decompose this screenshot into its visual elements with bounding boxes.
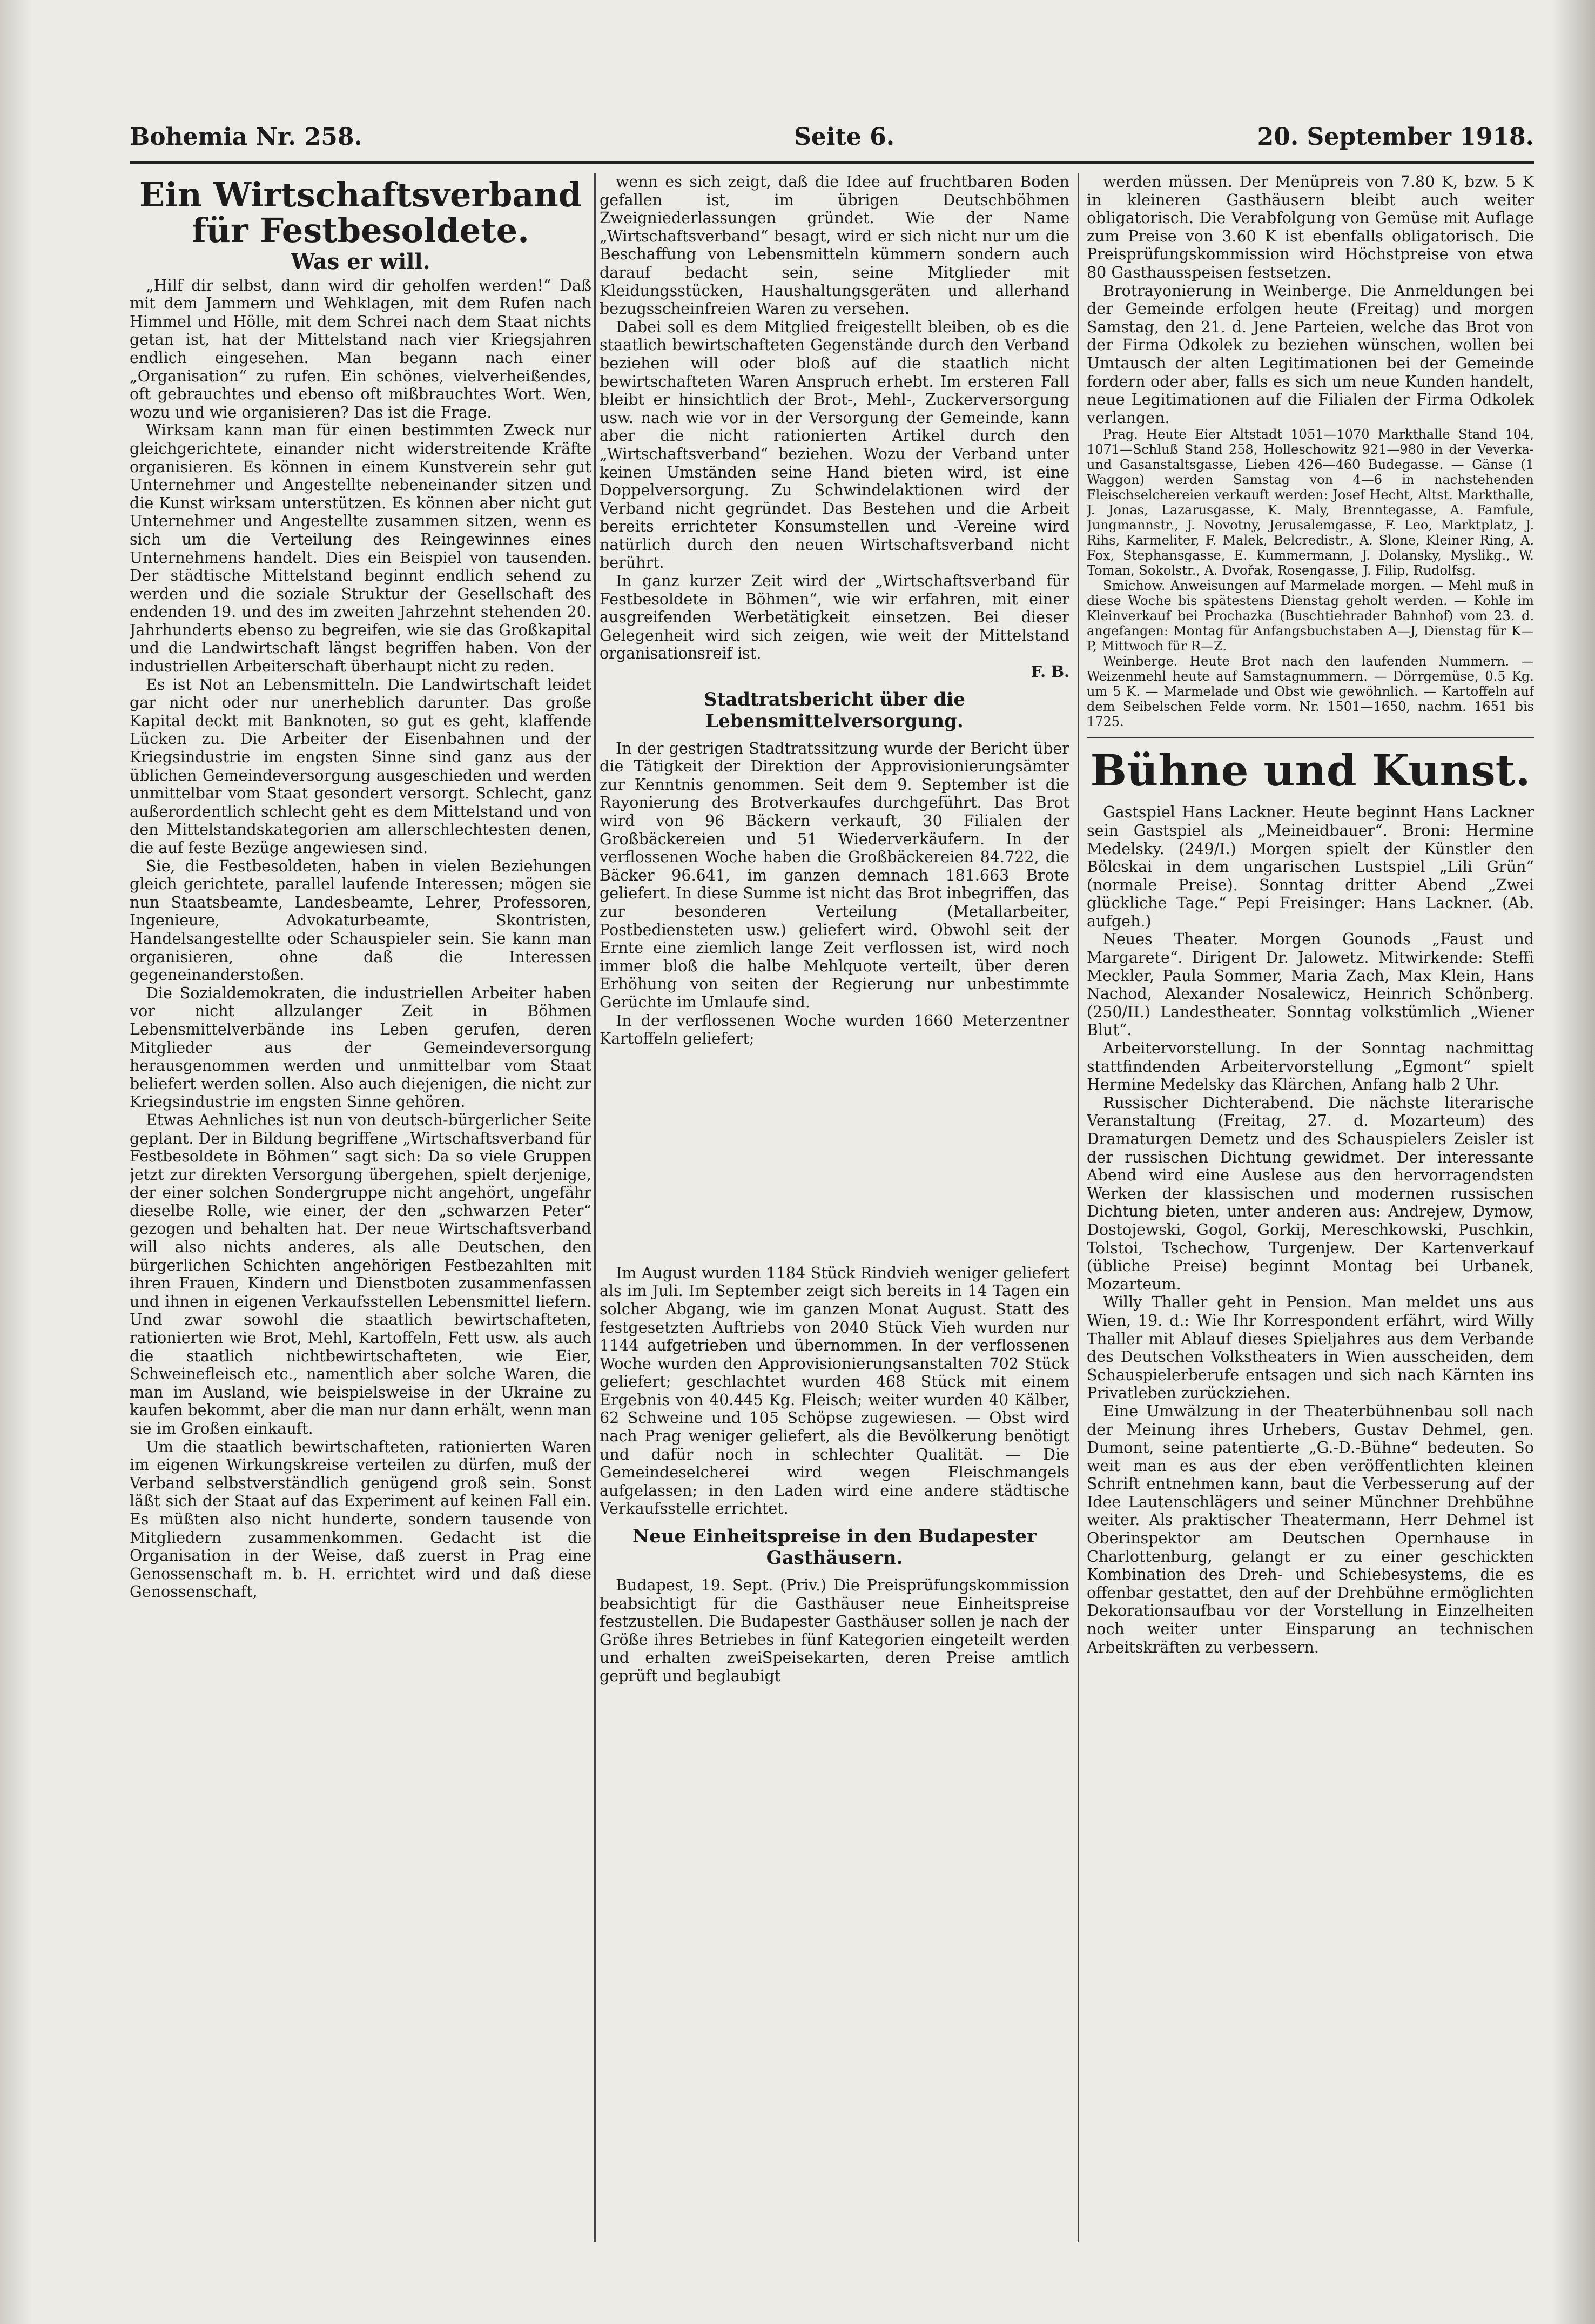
scan-edge-left bbox=[0, 0, 32, 2324]
paragraph: Neues Theater. Morgen Gounods „Faust und Margarete“. Dirigent Dr. Jalowetz. Mitwirkende: Steffi Meckler, Paula Sommer, Maria Zach, Max Klein, Hans Nachod, Alexander Nosalewicz, Heinrich Schönberg. (250/II.) Landestheater. Sonntag volkstümlich „Wiener Blut“. bbox=[1087, 930, 1534, 1039]
paragraph: Eine Umwälzung in der Theaterbühnenbau soll nach der Meinung ihres Urhebers, Gustav Dehmel, gen. Dumont, seine patentierte „G.-D.-Bühne“ bedeuten. So weit man es aus der eben veröffentlichten kleinen Schrift entnehmen kann, baut die Verbesserung auf der Idee Lautenschlägers und seiner Münchner Drehbühne weiter. Als praktischer Theatermann, Herr Dehmel ist Oberinspektor am Deutschen Opernhause in Charlottenburg, gelangt er zu einer geschickten Kombination des Dreh- und Schiebesystems, die es offenbar gestattet, den auf der Drehbühne ermöglichten Dekorationsaufbau vor der Vorstellung in Einzelheiten noch weiter unter Einsparung an technischen Arbeitskräften zu verbessern. bbox=[1087, 1402, 1534, 1656]
header-issue: Bohemia Nr. 258. bbox=[130, 123, 362, 151]
scan-edge-right bbox=[1552, 0, 1595, 2324]
column-1 bbox=[130, 173, 591, 2269]
header-date: 20. September 1918. bbox=[1257, 123, 1534, 151]
paragraph: Die Sozialdemokraten, die industriellen Arbeiter haben vor nicht allzulanger Zeit in Böhmen Lebensmittelverbände ins Leben gerufen, deren Mitglieder aus der Gemeindeversorgung herausgenommen werden und unmittelbar vom Staat beliefert werden sollen. Also auch diejenigen, die nicht zur Kriegsindustrie im engsten Sinne gehören. bbox=[130, 984, 591, 1111]
paragraph: Budapest, 19. Sept. (Priv.) Die Preisprüfungskommission beabsichtigt für die Gasthäuser neue Einheitspreise festzustellen. Die Budapester Gasthäuser sollen je nach der Größe ihres Betriebes in fünf Kategorien eingeteilt werden und erhalten zweiSpeisekarten, deren Preise amtlich geprüft und beglaubigt bbox=[600, 1576, 1069, 1685]
paragraph: „Hilf dir selbst, dann wird dir geholfen werden!“ Daß mit dem Jammern und Wehklagen, mit dem Rufen nach Himmel und Hölle, mit dem Schrei nach dem Staat nichts getan ist, hat der Mittelstand nach vier Kriegsjahren endlich eingesehen. Man begann nach einer „Organisation“ zu rufen. Ein schönes, vielverheißendes, oft gebrauchtes und ebenso oft mißbrauchtes Wort. Wen, wozu und wie organisieren? Das ist die Frage. bbox=[130, 276, 591, 421]
page-header bbox=[130, 123, 1534, 161]
paragraph: Arbeitervorstellung. In der Sonntag nachmittag stattfindenden Arbeitervorstellung „Egmont“ spielt Hermine Medelsky das Klärchen, Anfang halb 2 Uhr. bbox=[1087, 1039, 1534, 1094]
column-divider bbox=[1078, 173, 1079, 2242]
paragraph: Um die staatlich bewirtschafteten, rationierten Waren im eigenen Wirkungskreise verteilen zu dürfen, muß der Verband selbstverständlich genügend groß sein. Sonst läßt sich der Staat auf das Experiment auf keinen Fall ein. Es müßten also nicht hunderte, sondern tausende von Mitgliedern zusammenkommen. Gedacht ist die Organisation in der Weise, daß zuerst in Prag eine Genossenschaft m. b. H. errichtet wird und daß diese Genossenschaft, bbox=[130, 1438, 591, 1601]
censored-gap bbox=[600, 1048, 1069, 1264]
column-2 bbox=[600, 173, 1069, 2269]
section-title: Stadtratsbericht über die Lebensmittelversorgung. bbox=[704, 688, 965, 732]
column-3 bbox=[1087, 173, 1534, 2269]
paragraph: Gastspiel Hans Lackner. Heute beginnt Hans Lackner sein Gastspiel als „Meineidbauer“. Broni: Hermine Medelsky. (249/I.) Morgen spielt der Künstler den Bölcskai in dem ungarischen Lustspiel „Lili Grün“ (normale Preise). Sonntag dritter Abend „Zwei glückliche Tage.“ Pepi Freisinger: Hans Lackner. (Ab. aufgeh.) bbox=[1087, 803, 1534, 930]
paragraph: Es ist Not an Lebensmitteln. Die Landwirtschaft leidet gar nicht oder nur unerheblich darunter. Das große Kapital deckt mit Banknoten, so gut es geht, klaffende Lücken zu. Die Arbeiter der Eisenbahnen und der Kriegsindustrie im engsten Sinne sind ganz aus der üblichen Gemeindeversorgung ausgeschieden und werden unmittelbar vom Staat gesondert versorgt. Schlecht, ganz außerordentlich schlecht geht es dem Mittelstand und von den Mittelstandskategorien am allerschlechtesten denen, die auf feste Bezüge angewiesen sind. bbox=[130, 675, 591, 857]
paragraph: Dabei soll es dem Mitglied freigestellt bleiben, ob es die staatlich bewirtschafteten Gegenstände durch den Verband beziehen will oder bloß auf die staatlich nicht bewirtschafteten Waren Anspruch erhebt. Im ersteren Fall bleibt er hinsichtlich der Brot-, Mehl-, Zuckerversorgung usw. nach wie vor in der Versorgung der Gemeinde, kann aber die nicht rationierten Artikel durch den „Wirtschaftsverband“ beziehen. Wozu der Verband unter keinen Umständen seine Hand bieten wird, ist eine Doppelversorgung. Zu Schwindelaktionen wird der Verband nicht gegründet. Das Bestehen und die Arbeit bereits errichteter Konsumstellen und -Vereine wird natürlich durch den neuen Wirtschaftsverband nicht berührt. bbox=[600, 318, 1069, 572]
paragraph: In der gestrigen Stadtratssitzung wurde der Bericht über die Tätigkeit der Direktion der Approvisionierungsämter zur Kenntnis genommen. Seit dem 9. September ist die Rayonierung des Brotverkaufes durchgeführt. Das Brot wird von 96 Bäckern verkauft, 30 Filialen der Großbäckereien und 51 Wiederverkäufern. In der verflossenen Woche haben die Großbäckereien 84.722, die Bäcker 96.641, im ganzen demnach 181.663 Brote geliefert. In diese Summe ist nicht das Brot inbegriffen, das zur besonderen Verteilung (Metallarbeiter, Postbediensteten usw.) geliefert wird. Obwohl seit der Ernte eine ziemlich lange Zeit verflossen ist, wird noch immer bloß die halbe Mehlquote verteilt, über deren Erhöhung von seiten der Regierung nur unbestimmte Gerüchte im Umlaufe sind. bbox=[600, 739, 1069, 1011]
market-notice: Prag. Heute Eier Altstadt 1051—1070 Markthalle Stand 104, 1071—Schluß Stand 258, Holleschowitz 921—980 in der Veverka- und Gasanstaltsgasse, Lieben 426—460 Budegasse. — Gänse (1 Waggon) werden Samstag von 4—6 in nachstehenden Fleischselchereien verkauft werden: Josef Hecht, Altst. Markthalle, J. Jonas, Lazarusgasse, K. Maly, Brenntegasse, A. Famfule, Jungmannstr., J. Novotny, Jerusalemgasse, F. Leo, Marktplatz, J. Rihs, Karmeliter, F. Malek, Belcredistr., A. Slone, Kleiner Ring, A. Fox, Stephansgasse, E. Kummermann, J. Dolansky, Myslikg., W. Toman, Sokolstr., A. Dvořak, Rosengasse, J. Filip, Rudolfsg. bbox=[1087, 427, 1534, 579]
paragraph: wenn es sich zeigt, daß die Idee auf fruchtbaren Boden gefallen ist, im übrigen Deutschböhmen Zweigniederlassungen gründet. Wie der Name „Wirtschaftsverband“ besagt, wird er sich nicht nur um die Beschaffung von Lebensmitteln kümmern sondern auch darauf bedacht sein, seine Mitglieder mit Kleidungsstücken, Haushaltungsgeräten und allerhand bezugsscheinfreien Waren zu versehen. bbox=[600, 173, 1069, 318]
paragraph: Brotrayonierung in Weinberge. Die Anmeldungen bei der Gemeinde erfolgen heute (Freitag) und morgen Samstag, den 21. d. Jene Parteien, welche das Brot von der Firma Odkolek zu beziehen wünschen, wollen bei Umtausch der alten Legitimationen bei der Gemeinde fordern oder aber, falls es sich um neue Kunden handelt, neue Legitimationen auf die Filialen der Firma Odkolek verlangen. bbox=[1087, 281, 1534, 427]
paragraph: Willy Thaller geht in Pension. Man meldet uns aus Wien, 19. d.: Wie Ihr Korrespondent erfährt, wird Willy Thaller mit Ablauf dieses Spieljahres aus dem Verbande des Deutschen Volkstheaters in Wien ausscheiden, dem Schauspielerberufe entsagen und sich nach Kärnten ins Privatleben zurückziehen. bbox=[1087, 1293, 1534, 1402]
paragraph: Wirksam kann man für einen bestimmten Zweck nur gleichgerichtete, einander nicht widerstreitende Kräfte organisieren. Es können in einem Kunstverein sehr gut Unternehmer und Angestellte nebeneinander sitzen und die Kunst wirksam unterstützen. Es können aber nicht gut Unternehmer und Angestellte zusammen sitzen, wenn es sich um die Verteilung des Reingewinnes eines Unternehmens handelt. Dies ein Beispiel von tausenden. Der städtische Mittelstand beginnt endlich sehend zu werden und die soziale Struktur der Gesellschaft des endenden 19. und des im zweiten Jahrzehnt stehenden 20. Jahrhunderts ebenso zu begreifen, wie sie das Großkapital und die Landwirtschaft längst begriffen haben. Von der industriellen Arbeiterschaft überhaupt nicht zu reden. bbox=[130, 421, 591, 676]
market-notice: Smichow. Anweisungen auf Marmelade morgen. — Mehl muß in diese Woche bis spätestens Dienstag geholt werden. — Kohle im Kleinverkauf bei Prochazka (Buschtiehrader Bahnhof) vom 23. d. angefangen: Montag für Anfangsbuchstaben A—J, Dienstag für K—P, Mittwoch für R—Z. bbox=[1087, 578, 1534, 654]
section-title: Neue Einheitspreise in den Budapester Gasthäusern. bbox=[632, 1526, 1037, 1569]
paragraph: In ganz kurzer Zeit wird der „Wirtschaftsverband für Festbesoldete in Böhmen“, wie wir erfahren, mit einer ausgreifenden Werbetätigkeit einsetzen. Bei dieser Gelegenheit wird sich zeigen, wie weit der Mittelstand organisationsreif ist. bbox=[600, 572, 1069, 663]
column-divider bbox=[594, 173, 596, 2242]
paragraph: Etwas Aehnliches ist nun von deutsch-bürgerlicher Seite geplant. Der in Bildung begriffene „Wirtschaftsverband für Festbesoldete in Böhmen“ sagt sich: Da so viele Gruppen jetzt zur direkten Versorgung übergehen, spielt derjenige, der einer solchen Sondergruppe nicht angehört, ungefähr dieselbe Rolle, wie einer, der den „schwarzen Peter“ gezogen und behalten hat. Der neue Wirtschaftsverband will also nichts anderes, als alle Deutschen, den bürgerlichen Schichten angehörigen Festbezahlten mit ihren Frauen, Kindern und Dienstboten zusammenfassen und ihnen in eigenen Verkaufsstellen Lebensmittel liefern. Und zwar sowohl die staatlich bewirtschafteten, rationierten wie Brot, Mehl, Kartoffeln, Fett usw. als auch die staatlich nichtbewirtschafteten, wie Eier, Schweinefleisch etc., namentlich aber solche Waren, die man im Ausland, wie beispielsweise in der Ukraine zu kaufen bekommt, aber die man nur dann erhält, wenn man sie im Großen einkauft. bbox=[130, 1111, 591, 1438]
header-page-number: Seite 6. bbox=[794, 123, 895, 151]
section-title: Bühne und Kunst. bbox=[1090, 745, 1531, 796]
paragraph: Russischer Dichterabend. Die nächste literarische Veranstaltung (Freitag, 27. d. Mozarteum) des Dramaturgen Demetz und des Schauspielers Zeisler ist der russischen Dichtung gewidmet. Der interessante Abend wird eine Auslese aus den hervorragendsten Werken der klassischen und modernen russischen Dichtung bieten, unter anderen aus: Andrejew, Dymow, Dostojewski, Gogol, Gorkij, Mereschkowski, Puschkin, Tolstoi, Tschechow, Turgenjew. Der Kartenverkauf (übliche Preise) beginnt Montag bei Urbanek, Mozarteum. bbox=[1087, 1093, 1534, 1293]
paragraph: In der verflossenen Woche wurden 1660 Meterzentner Kartoffeln geliefert; bbox=[600, 1011, 1069, 1048]
paragraph: Sie, die Festbesoldeten, haben in vielen Beziehungen gleich gerichtete, parallel laufende Interessen; mögen sie nun Staatsbeamte, Landesbeamte, Lehrer, Professoren, Ingenieure, Advokaturbeamte, Skontristen, Handelsangestellte oder Schauspieler sein. Sie kann man organisieren, ohne daß die Interessen gegeneinanderstoßen. bbox=[130, 857, 591, 984]
market-notice: Weinberge. Heute Brot nach den laufenden Nummern. — Weizenmehl heute auf Samstagnummern. — Dörrgemüse, 0.5 Kg. um 5 K. — Marmelade und Obst wie gewöhnlich. — Kartoffeln auf dem Seibelschen Felde vorm. Nr. 1501—1650, nachm. 1651 bis 1725. bbox=[1087, 654, 1534, 730]
article-title: Ein Wirtschaftsverband für Festbesoldete. bbox=[139, 175, 582, 250]
header-rule bbox=[130, 161, 1534, 164]
section-rule bbox=[1087, 737, 1534, 738]
paragraph: Im August wurden 1184 Stück Rindvieh weniger geliefert als im Juli. Im September zeigt sich bereits in 14 Tagen ein solcher Abgang, wie im ganzen Monat August. Statt des festgesetzten Auftriebs von 2040 Stück Vieh wurden nur 1144 aufgetrieben und übernommen. In der verflossenen Woche wurden den Approvisionierungsanstalten 702 Stück geliefert; geschlachtet wurden 468 Stück mit einem Ergebnis von 40.445 Kg. Fleisch; weiter wurden 40 Kälber, 62 Schweine und 105 Schöpse zugewiesen. — Obst wird nach Prag weniger geliefert, als die Bevölkerung benötigt und dafür noch in schlechter Qualität. — Die Gemeindeselcherei wird wegen Fleischmangels aufgelassen; in den Laden wird eine andere städtische Verkaufsstelle errichtet. bbox=[600, 1264, 1069, 1518]
article-subtitle: Was er will. bbox=[291, 249, 430, 274]
paragraph: werden müssen. Der Menüpreis von 7.80 K, bzw. 5 K in kleineren Gasthäusern bleibt auch weiter obligatorisch. Die Verabfolgung von Gemüse mit Auflage zum Preise von 3.60 K ist ebenfalls obligatorisch. Die Preisprüfungskommission wird Höchstpreise von etwa 80 Gasthausspeisen festsetzen. bbox=[1087, 173, 1534, 281]
author-signature: F. B. bbox=[1031, 662, 1069, 681]
